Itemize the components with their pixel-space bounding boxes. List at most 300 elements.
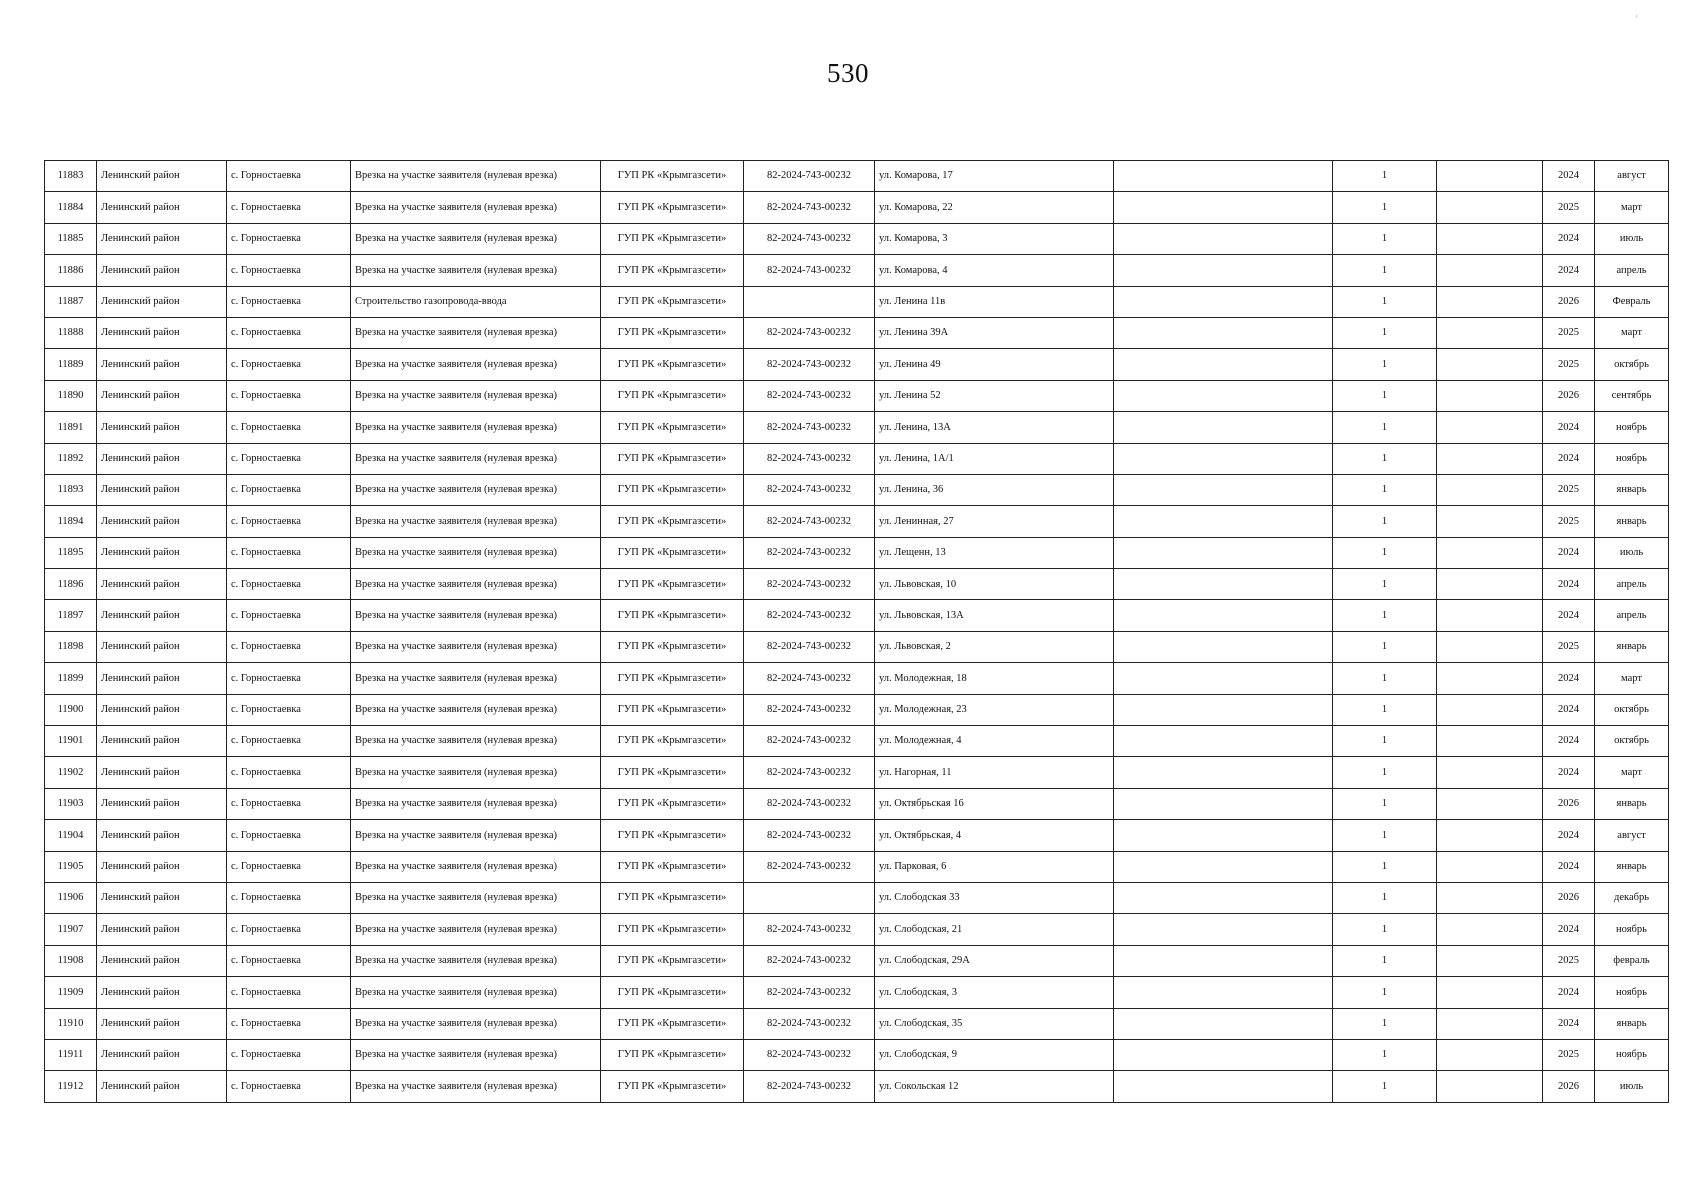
permit-code-cell: 82-2024-743-00232 bbox=[744, 192, 875, 223]
district-cell: Ленинский район bbox=[97, 569, 227, 600]
table-row bbox=[45, 820, 1669, 851]
organization-cell: ГУП РК «Крымгазсети» bbox=[601, 1008, 744, 1039]
month-cell: январь bbox=[1595, 631, 1669, 662]
address-cell: ул. Ленина 49 bbox=[875, 349, 1114, 380]
quantity-cell: 1 bbox=[1333, 977, 1437, 1008]
district-cell: Ленинский район bbox=[97, 631, 227, 662]
month-cell: апрель bbox=[1595, 255, 1669, 286]
permit-code-cell: 82-2024-743-00232 bbox=[744, 726, 875, 757]
empty-cell bbox=[1114, 726, 1333, 757]
row-number: 11889 bbox=[45, 349, 97, 380]
year-cell: 2024 bbox=[1543, 537, 1595, 568]
permit-code-cell: 82-2024-743-00232 bbox=[744, 663, 875, 694]
row-number: 11900 bbox=[45, 694, 97, 725]
district-cell: Ленинский район bbox=[97, 192, 227, 223]
month-cell: ноябрь bbox=[1595, 1039, 1669, 1070]
empty-cell bbox=[1114, 788, 1333, 819]
district-cell: Ленинский район bbox=[97, 443, 227, 474]
settlement-cell: с. Горностаевка bbox=[227, 443, 351, 474]
table-row bbox=[45, 412, 1669, 443]
month-cell: март bbox=[1595, 192, 1669, 223]
empty-cell bbox=[1437, 1008, 1543, 1039]
table-row bbox=[45, 380, 1669, 411]
empty-cell bbox=[1114, 945, 1333, 976]
district-cell: Ленинский район bbox=[97, 788, 227, 819]
empty-cell bbox=[1114, 349, 1333, 380]
year-cell: 2025 bbox=[1543, 1039, 1595, 1070]
settlement-cell: с. Горностаевка bbox=[227, 506, 351, 537]
address-cell: ул. Слободская, 3 bbox=[875, 977, 1114, 1008]
table-row bbox=[45, 474, 1669, 505]
row-number: 11905 bbox=[45, 851, 97, 882]
work-type-cell: Врезка на участке заявителя (нулевая врезка) bbox=[351, 788, 601, 819]
permit-code-cell: 82-2024-743-00232 bbox=[744, 977, 875, 1008]
table-row bbox=[45, 443, 1669, 474]
table-row bbox=[45, 317, 1669, 348]
empty-cell bbox=[1114, 914, 1333, 945]
organization-cell: ГУП РК «Крымгазсети» bbox=[601, 569, 744, 600]
work-type-cell: Врезка на участке заявителя (нулевая врезка) bbox=[351, 412, 601, 443]
table-row bbox=[45, 537, 1669, 568]
work-type-cell: Врезка на участке заявителя (нулевая врезка) bbox=[351, 663, 601, 694]
month-cell: ноябрь bbox=[1595, 914, 1669, 945]
work-type-cell: Врезка на участке заявителя (нулевая врезка) bbox=[351, 317, 601, 348]
year-cell: 2024 bbox=[1543, 223, 1595, 254]
empty-cell bbox=[1437, 349, 1543, 380]
table-row bbox=[45, 506, 1669, 537]
year-cell: 2026 bbox=[1543, 882, 1595, 913]
year-cell: 2024 bbox=[1543, 412, 1595, 443]
organization-cell: ГУП РК «Крымгазсети» bbox=[601, 317, 744, 348]
address-cell: ул. Молодежная, 4 bbox=[875, 726, 1114, 757]
table-row bbox=[45, 161, 1669, 192]
quantity-cell: 1 bbox=[1333, 223, 1437, 254]
address-cell: ул. Октябрьская 16 bbox=[875, 788, 1114, 819]
organization-cell: ГУП РК «Крымгазсети» bbox=[601, 788, 744, 819]
permit-code-cell: 82-2024-743-00232 bbox=[744, 569, 875, 600]
year-cell: 2024 bbox=[1543, 569, 1595, 600]
permit-code-cell: 82-2024-743-00232 bbox=[744, 317, 875, 348]
quantity-cell: 1 bbox=[1333, 1071, 1437, 1102]
empty-cell bbox=[1114, 757, 1333, 788]
empty-cell bbox=[1114, 223, 1333, 254]
settlement-cell: с. Горностаевка bbox=[227, 726, 351, 757]
empty-cell bbox=[1437, 1039, 1543, 1070]
district-cell: Ленинский район bbox=[97, 663, 227, 694]
work-type-cell: Врезка на участке заявителя (нулевая врезка) bbox=[351, 1039, 601, 1070]
address-cell: ул. Лещенн, 13 bbox=[875, 537, 1114, 568]
settlement-cell: с. Горностаевка bbox=[227, 694, 351, 725]
quantity-cell: 1 bbox=[1333, 882, 1437, 913]
empty-cell bbox=[1437, 223, 1543, 254]
empty-cell bbox=[1437, 945, 1543, 976]
organization-cell: ГУП РК «Крымгазсети» bbox=[601, 631, 744, 662]
empty-cell bbox=[1437, 1071, 1543, 1102]
table-row bbox=[45, 1071, 1669, 1102]
settlement-cell: с. Горностаевка bbox=[227, 820, 351, 851]
address-cell: ул. Комарова, 17 bbox=[875, 161, 1114, 192]
row-number: 11902 bbox=[45, 757, 97, 788]
permit-code-cell: 82-2024-743-00232 bbox=[744, 914, 875, 945]
quantity-cell: 1 bbox=[1333, 380, 1437, 411]
organization-cell: ГУП РК «Крымгазсети» bbox=[601, 977, 744, 1008]
row-number: 11897 bbox=[45, 600, 97, 631]
work-type-cell: Врезка на участке заявителя (нулевая врезка) bbox=[351, 474, 601, 505]
year-cell: 2025 bbox=[1543, 474, 1595, 505]
quantity-cell: 1 bbox=[1333, 851, 1437, 882]
address-cell: ул. Ленина 52 bbox=[875, 380, 1114, 411]
table-row bbox=[45, 945, 1669, 976]
address-cell: ул. Слободская, 29А bbox=[875, 945, 1114, 976]
empty-cell bbox=[1114, 286, 1333, 317]
empty-cell bbox=[1114, 882, 1333, 913]
permit-code-cell: 82-2024-743-00232 bbox=[744, 412, 875, 443]
month-cell: июль bbox=[1595, 223, 1669, 254]
address-cell: ул. Слободская, 21 bbox=[875, 914, 1114, 945]
district-cell: Ленинский район bbox=[97, 882, 227, 913]
year-cell: 2025 bbox=[1543, 945, 1595, 976]
organization-cell: ГУП РК «Крымгазсети» bbox=[601, 757, 744, 788]
district-cell: Ленинский район bbox=[97, 1039, 227, 1070]
district-cell: Ленинский район bbox=[97, 945, 227, 976]
district-cell: Ленинский район bbox=[97, 757, 227, 788]
district-cell: Ленинский район bbox=[97, 600, 227, 631]
work-type-cell: Врезка на участке заявителя (нулевая врезка) bbox=[351, 192, 601, 223]
quantity-cell: 1 bbox=[1333, 726, 1437, 757]
address-cell: ул. Ленина, 13А bbox=[875, 412, 1114, 443]
district-cell: Ленинский район bbox=[97, 317, 227, 348]
empty-cell bbox=[1114, 1071, 1333, 1102]
month-cell: январь bbox=[1595, 474, 1669, 505]
row-number: 11896 bbox=[45, 569, 97, 600]
address-cell: ул. Молодежная, 18 bbox=[875, 663, 1114, 694]
row-number: 11885 bbox=[45, 223, 97, 254]
row-number: 11906 bbox=[45, 882, 97, 913]
quantity-cell: 1 bbox=[1333, 757, 1437, 788]
table-row bbox=[45, 600, 1669, 631]
year-cell: 2025 bbox=[1543, 631, 1595, 662]
organization-cell: ГУП РК «Крымгазсети» bbox=[601, 161, 744, 192]
organization-cell: ГУП РК «Крымгазсети» bbox=[601, 506, 744, 537]
settlement-cell: с. Горностаевка bbox=[227, 945, 351, 976]
settlement-cell: с. Горностаевка bbox=[227, 255, 351, 286]
empty-cell bbox=[1437, 412, 1543, 443]
gas-connection-registry-table bbox=[44, 160, 1669, 1103]
work-type-cell: Врезка на участке заявителя (нулевая врезка) bbox=[351, 569, 601, 600]
year-cell: 2024 bbox=[1543, 443, 1595, 474]
row-number: 11898 bbox=[45, 631, 97, 662]
empty-cell bbox=[1114, 569, 1333, 600]
year-cell: 2025 bbox=[1543, 349, 1595, 380]
permit-code-cell: 82-2024-743-00232 bbox=[744, 1071, 875, 1102]
empty-cell bbox=[1114, 412, 1333, 443]
year-cell: 2026 bbox=[1543, 1071, 1595, 1102]
address-cell: ул. Ленина 39А bbox=[875, 317, 1114, 348]
empty-cell bbox=[1437, 663, 1543, 694]
table-row bbox=[45, 631, 1669, 662]
empty-cell bbox=[1437, 506, 1543, 537]
empty-cell bbox=[1114, 537, 1333, 568]
empty-cell bbox=[1437, 694, 1543, 725]
work-type-cell: Строительство газопровода-ввода bbox=[351, 286, 601, 317]
organization-cell: ГУП РК «Крымгазсети» bbox=[601, 820, 744, 851]
year-cell: 2025 bbox=[1543, 506, 1595, 537]
settlement-cell: с. Горностаевка bbox=[227, 757, 351, 788]
organization-cell: ГУП РК «Крымгазсети» bbox=[601, 286, 744, 317]
work-type-cell: Врезка на участке заявителя (нулевая врезка) bbox=[351, 223, 601, 254]
permit-code-cell: 82-2024-743-00232 bbox=[744, 600, 875, 631]
quantity-cell: 1 bbox=[1333, 255, 1437, 286]
empty-cell bbox=[1437, 820, 1543, 851]
quantity-cell: 1 bbox=[1333, 914, 1437, 945]
permit-code-cell bbox=[744, 286, 875, 317]
address-cell: ул. Слободская, 9 bbox=[875, 1039, 1114, 1070]
month-cell: июль bbox=[1595, 537, 1669, 568]
row-number: 11910 bbox=[45, 1008, 97, 1039]
organization-cell: ГУП РК «Крымгазсети» bbox=[601, 255, 744, 286]
table-row bbox=[45, 851, 1669, 882]
permit-code-cell: 82-2024-743-00232 bbox=[744, 223, 875, 254]
permit-code-cell: 82-2024-743-00232 bbox=[744, 1008, 875, 1039]
empty-cell bbox=[1114, 820, 1333, 851]
year-cell: 2024 bbox=[1543, 914, 1595, 945]
address-cell: ул. Львовская, 13А bbox=[875, 600, 1114, 631]
district-cell: Ленинский район bbox=[97, 380, 227, 411]
empty-cell bbox=[1437, 600, 1543, 631]
empty-cell bbox=[1114, 161, 1333, 192]
year-cell: 2024 bbox=[1543, 1008, 1595, 1039]
empty-cell bbox=[1114, 694, 1333, 725]
organization-cell: ГУП РК «Крымгазсети» bbox=[601, 1071, 744, 1102]
year-cell: 2024 bbox=[1543, 663, 1595, 694]
permit-code-cell: 82-2024-743-00232 bbox=[744, 161, 875, 192]
table-row bbox=[45, 1039, 1669, 1070]
address-cell: ул. Львовская, 10 bbox=[875, 569, 1114, 600]
month-cell: сентябрь bbox=[1595, 380, 1669, 411]
month-cell: Февраль bbox=[1595, 286, 1669, 317]
organization-cell: ГУП РК «Крымгазсети» bbox=[601, 537, 744, 568]
empty-cell bbox=[1114, 663, 1333, 694]
quantity-cell: 1 bbox=[1333, 443, 1437, 474]
settlement-cell: с. Горностаевка bbox=[227, 977, 351, 1008]
empty-cell bbox=[1437, 474, 1543, 505]
quantity-cell: 1 bbox=[1333, 537, 1437, 568]
row-number: 11891 bbox=[45, 412, 97, 443]
settlement-cell: с. Горностаевка bbox=[227, 380, 351, 411]
organization-cell: ГУП РК «Крымгазсети» bbox=[601, 945, 744, 976]
quantity-cell: 1 bbox=[1333, 192, 1437, 223]
registry-body bbox=[45, 161, 1669, 1103]
work-type-cell: Врезка на участке заявителя (нулевая врезка) bbox=[351, 380, 601, 411]
year-cell: 2024 bbox=[1543, 161, 1595, 192]
address-cell: ул. Комарова, 22 bbox=[875, 192, 1114, 223]
organization-cell: ГУП РК «Крымгазсети» bbox=[601, 223, 744, 254]
settlement-cell: с. Горностаевка bbox=[227, 474, 351, 505]
year-cell: 2025 bbox=[1543, 317, 1595, 348]
address-cell: ул. Ленина, 36 bbox=[875, 474, 1114, 505]
organization-cell: ГУП РК «Крымгазсети» bbox=[601, 694, 744, 725]
district-cell: Ленинский район bbox=[97, 977, 227, 1008]
empty-cell bbox=[1437, 569, 1543, 600]
settlement-cell: с. Горностаевка bbox=[227, 1071, 351, 1102]
quantity-cell: 1 bbox=[1333, 1008, 1437, 1039]
settlement-cell: с. Горностаевка bbox=[227, 631, 351, 662]
row-number: 11895 bbox=[45, 537, 97, 568]
table-row bbox=[45, 569, 1669, 600]
row-number: 11890 bbox=[45, 380, 97, 411]
month-cell: декабрь bbox=[1595, 882, 1669, 913]
empty-cell bbox=[1437, 443, 1543, 474]
settlement-cell: с. Горностаевка bbox=[227, 286, 351, 317]
work-type-cell: Врезка на участке заявителя (нулевая врезка) bbox=[351, 161, 601, 192]
month-cell: ноябрь bbox=[1595, 412, 1669, 443]
empty-cell bbox=[1437, 380, 1543, 411]
work-type-cell: Врезка на участке заявителя (нулевая врезка) bbox=[351, 914, 601, 945]
work-type-cell: Врезка на участке заявителя (нулевая врезка) bbox=[351, 882, 601, 913]
table-row bbox=[45, 694, 1669, 725]
district-cell: Ленинский район bbox=[97, 412, 227, 443]
district-cell: Ленинский район bbox=[97, 537, 227, 568]
corner-mark: · bbox=[1635, 12, 1638, 21]
district-cell: Ленинский район bbox=[97, 286, 227, 317]
permit-code-cell: 82-2024-743-00232 bbox=[744, 631, 875, 662]
address-cell: ул. Слободская 33 bbox=[875, 882, 1114, 913]
row-number: 11884 bbox=[45, 192, 97, 223]
address-cell: ул. Молодежная, 23 bbox=[875, 694, 1114, 725]
district-cell: Ленинский район bbox=[97, 914, 227, 945]
work-type-cell: Врезка на участке заявителя (нулевая врезка) bbox=[351, 1008, 601, 1039]
table-row bbox=[45, 757, 1669, 788]
settlement-cell: с. Горностаевка bbox=[227, 914, 351, 945]
work-type-cell: Врезка на участке заявителя (нулевая врезка) bbox=[351, 506, 601, 537]
quantity-cell: 1 bbox=[1333, 663, 1437, 694]
empty-cell bbox=[1114, 192, 1333, 223]
month-cell: январь bbox=[1595, 1008, 1669, 1039]
month-cell: август bbox=[1595, 161, 1669, 192]
quantity-cell: 1 bbox=[1333, 569, 1437, 600]
address-cell: ул. Парковая, 6 bbox=[875, 851, 1114, 882]
settlement-cell: с. Горностаевка bbox=[227, 161, 351, 192]
month-cell: ноябрь bbox=[1595, 443, 1669, 474]
table-row bbox=[45, 349, 1669, 380]
empty-cell bbox=[1437, 537, 1543, 568]
district-cell: Ленинский район bbox=[97, 820, 227, 851]
empty-cell bbox=[1437, 631, 1543, 662]
empty-cell bbox=[1114, 443, 1333, 474]
month-cell: январь bbox=[1595, 788, 1669, 819]
month-cell: октябрь bbox=[1595, 349, 1669, 380]
year-cell: 2024 bbox=[1543, 851, 1595, 882]
table-row bbox=[45, 1008, 1669, 1039]
address-cell: ул. Львовская, 2 bbox=[875, 631, 1114, 662]
work-type-cell: Врезка на участке заявителя (нулевая врезка) bbox=[351, 694, 601, 725]
address-cell: ул. Комарова, 3 bbox=[875, 223, 1114, 254]
district-cell: Ленинский район bbox=[97, 161, 227, 192]
work-type-cell: Врезка на участке заявителя (нулевая врезка) bbox=[351, 1071, 601, 1102]
quantity-cell: 1 bbox=[1333, 788, 1437, 819]
quantity-cell: 1 bbox=[1333, 600, 1437, 631]
work-type-cell: Врезка на участке заявителя (нулевая врезка) bbox=[351, 977, 601, 1008]
permit-code-cell: 82-2024-743-00232 bbox=[744, 851, 875, 882]
permit-code-cell: 82-2024-743-00232 bbox=[744, 255, 875, 286]
empty-cell bbox=[1437, 757, 1543, 788]
year-cell: 2024 bbox=[1543, 255, 1595, 286]
permit-code-cell: 82-2024-743-00232 bbox=[744, 757, 875, 788]
empty-cell bbox=[1114, 600, 1333, 631]
work-type-cell: Врезка на участке заявителя (нулевая врезка) bbox=[351, 820, 601, 851]
table-row bbox=[45, 223, 1669, 254]
page-number: 530 bbox=[827, 58, 869, 88]
row-number: 11893 bbox=[45, 474, 97, 505]
address-cell: ул. Ленина 11в bbox=[875, 286, 1114, 317]
row-number: 11909 bbox=[45, 977, 97, 1008]
year-cell: 2024 bbox=[1543, 694, 1595, 725]
organization-cell: ГУП РК «Крымгазсети» bbox=[601, 349, 744, 380]
district-cell: Ленинский район bbox=[97, 1071, 227, 1102]
district-cell: Ленинский район bbox=[97, 726, 227, 757]
settlement-cell: с. Горностаевка bbox=[227, 600, 351, 631]
work-type-cell: Врезка на участке заявителя (нулевая врезка) bbox=[351, 945, 601, 976]
organization-cell: ГУП РК «Крымгазсети» bbox=[601, 474, 744, 505]
month-cell: июль bbox=[1595, 1071, 1669, 1102]
address-cell: ул. Октябрьская, 4 bbox=[875, 820, 1114, 851]
table-row bbox=[45, 977, 1669, 1008]
organization-cell: ГУП РК «Крымгазсети» bbox=[601, 192, 744, 223]
settlement-cell: с. Горностаевка bbox=[227, 851, 351, 882]
address-cell: ул. Комарова, 4 bbox=[875, 255, 1114, 286]
table-row bbox=[45, 255, 1669, 286]
empty-cell bbox=[1437, 914, 1543, 945]
work-type-cell: Врезка на участке заявителя (нулевая врезка) bbox=[351, 726, 601, 757]
row-number: 11904 bbox=[45, 820, 97, 851]
organization-cell: ГУП РК «Крымгазсети» bbox=[601, 412, 744, 443]
district-cell: Ленинский район bbox=[97, 255, 227, 286]
organization-cell: ГУП РК «Крымгазсети» bbox=[601, 663, 744, 694]
empty-cell bbox=[1437, 255, 1543, 286]
settlement-cell: с. Горностаевка bbox=[227, 412, 351, 443]
year-cell: 2025 bbox=[1543, 192, 1595, 223]
empty-cell bbox=[1437, 286, 1543, 317]
district-cell: Ленинский район bbox=[97, 851, 227, 882]
settlement-cell: с. Горностаевка bbox=[227, 192, 351, 223]
permit-code-cell: 82-2024-743-00232 bbox=[744, 694, 875, 725]
row-number: 11883 bbox=[45, 161, 97, 192]
settlement-cell: с. Горностаевка bbox=[227, 788, 351, 819]
month-cell: март bbox=[1595, 757, 1669, 788]
permit-code-cell: 82-2024-743-00232 bbox=[744, 1039, 875, 1070]
year-cell: 2024 bbox=[1543, 977, 1595, 1008]
empty-cell bbox=[1437, 317, 1543, 348]
empty-cell bbox=[1114, 1008, 1333, 1039]
settlement-cell: с. Горностаевка bbox=[227, 663, 351, 694]
empty-cell bbox=[1437, 977, 1543, 1008]
year-cell: 2024 bbox=[1543, 757, 1595, 788]
quantity-cell: 1 bbox=[1333, 694, 1437, 725]
district-cell: Ленинский район bbox=[97, 506, 227, 537]
table-row bbox=[45, 726, 1669, 757]
permit-code-cell: 82-2024-743-00232 bbox=[744, 945, 875, 976]
year-cell: 2024 bbox=[1543, 726, 1595, 757]
quantity-cell: 1 bbox=[1333, 161, 1437, 192]
quantity-cell: 1 bbox=[1333, 474, 1437, 505]
organization-cell: ГУП РК «Крымгазсети» bbox=[601, 851, 744, 882]
settlement-cell: с. Горностаевка bbox=[227, 317, 351, 348]
quantity-cell: 1 bbox=[1333, 349, 1437, 380]
address-cell: ул. Ленина, 1А/1 bbox=[875, 443, 1114, 474]
district-cell: Ленинский район bbox=[97, 223, 227, 254]
work-type-cell: Врезка на участке заявителя (нулевая врезка) bbox=[351, 349, 601, 380]
work-type-cell: Врезка на участке заявителя (нулевая врезка) bbox=[351, 631, 601, 662]
